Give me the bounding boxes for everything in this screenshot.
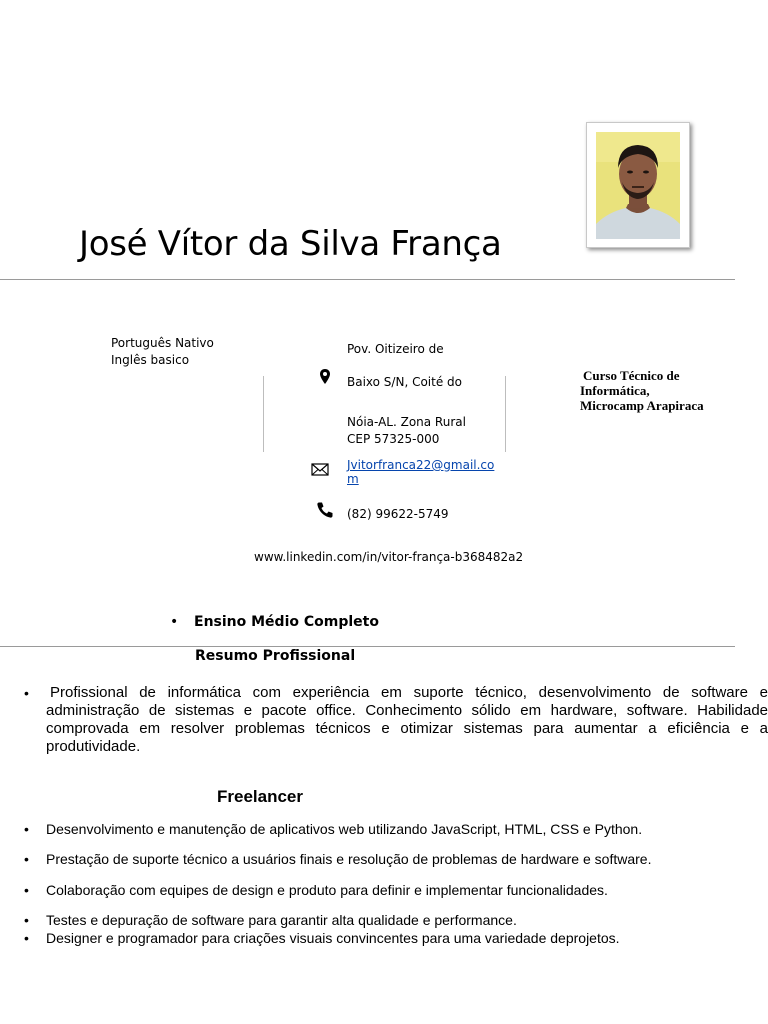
freelancer-title: Freelancer bbox=[217, 787, 303, 806]
column-divider-right bbox=[505, 376, 506, 452]
linkedin-url[interactable]: www.linkedin.com/in/vitor-frança-b368482a2 bbox=[254, 550, 524, 564]
section-divider bbox=[0, 646, 735, 647]
freelancer-item-1: Desenvolvimento e manutenção de aplicativos web utilizando JavaScript, HTML, CSS e Python. bbox=[46, 821, 643, 837]
summary-text: Profissional de informática com experiência em suporte técnico, desenvolvimento de software e administração de sistemas e pacote office. Conhecimento sólido em hardware, software. Habilidade comprovada em resolver problemas técnicos e otimizar sistemas para aumentar a eficiência e a produtividade. bbox=[46, 684, 768, 755]
course-info bbox=[580, 368, 704, 413]
profile-photo bbox=[586, 122, 690, 248]
email-line-1[interactable]: Jvitorfranca22@gmail.co bbox=[347, 458, 495, 472]
freelancer-item-4: Testes e depuração de software para garantir alta qualidade e performance. bbox=[46, 912, 517, 928]
phone-icon bbox=[316, 501, 334, 524]
email-line-2[interactable]: m bbox=[347, 472, 359, 486]
education-bullet: • bbox=[170, 614, 179, 630]
phone-number: (82) 99622-5749 bbox=[347, 507, 449, 521]
course-line-2: Informática, bbox=[580, 383, 650, 398]
language-portuguese: Português Nativo bbox=[111, 336, 214, 350]
education-item: Ensino Médio Completo bbox=[194, 614, 379, 630]
address-line-4: CEP 57325-000 bbox=[347, 432, 440, 446]
address-line-2: Baixo S/N, Coité do bbox=[347, 375, 462, 389]
freelancer-bullet-2: • bbox=[24, 851, 29, 867]
freelancer-item-3: Colaboração com equipes de design e produto para definir e implementar funcionalidades. bbox=[46, 882, 608, 898]
summary-bullet: • bbox=[24, 685, 29, 701]
email-link[interactable] bbox=[347, 458, 494, 486]
address-line-3: Nóia-AL. Zona Rural bbox=[347, 415, 466, 429]
freelancer-bullet-4: • bbox=[24, 912, 29, 928]
freelancer-bullet-1: • bbox=[24, 821, 29, 837]
address-line-1: Pov. Oitizeiro de bbox=[347, 342, 444, 356]
envelope-icon bbox=[311, 461, 329, 484]
map-pin-icon bbox=[318, 368, 336, 391]
freelancer-bullet-5: • bbox=[24, 930, 29, 946]
profile-photo-image bbox=[596, 132, 680, 239]
column-divider-left bbox=[263, 376, 264, 452]
header-divider bbox=[0, 279, 735, 280]
summary-title: Resumo Profissional bbox=[195, 648, 356, 664]
freelancer-item-2: Prestação de suporte técnico a usuários finais e resolução de problemas de hardware e software. bbox=[46, 851, 652, 867]
freelancer-bullet-3: • bbox=[24, 882, 29, 898]
full-name: José Vítor da Silva França bbox=[79, 224, 502, 264]
freelancer-item-5: Designer e programador para criações visuais convincentes para uma variedade deprojetos. bbox=[46, 930, 620, 946]
language-english: Inglês basico bbox=[111, 353, 190, 367]
course-line-3: Microcamp Arapiraca bbox=[580, 398, 704, 413]
course-line-1: Curso Técnico de bbox=[583, 368, 680, 383]
